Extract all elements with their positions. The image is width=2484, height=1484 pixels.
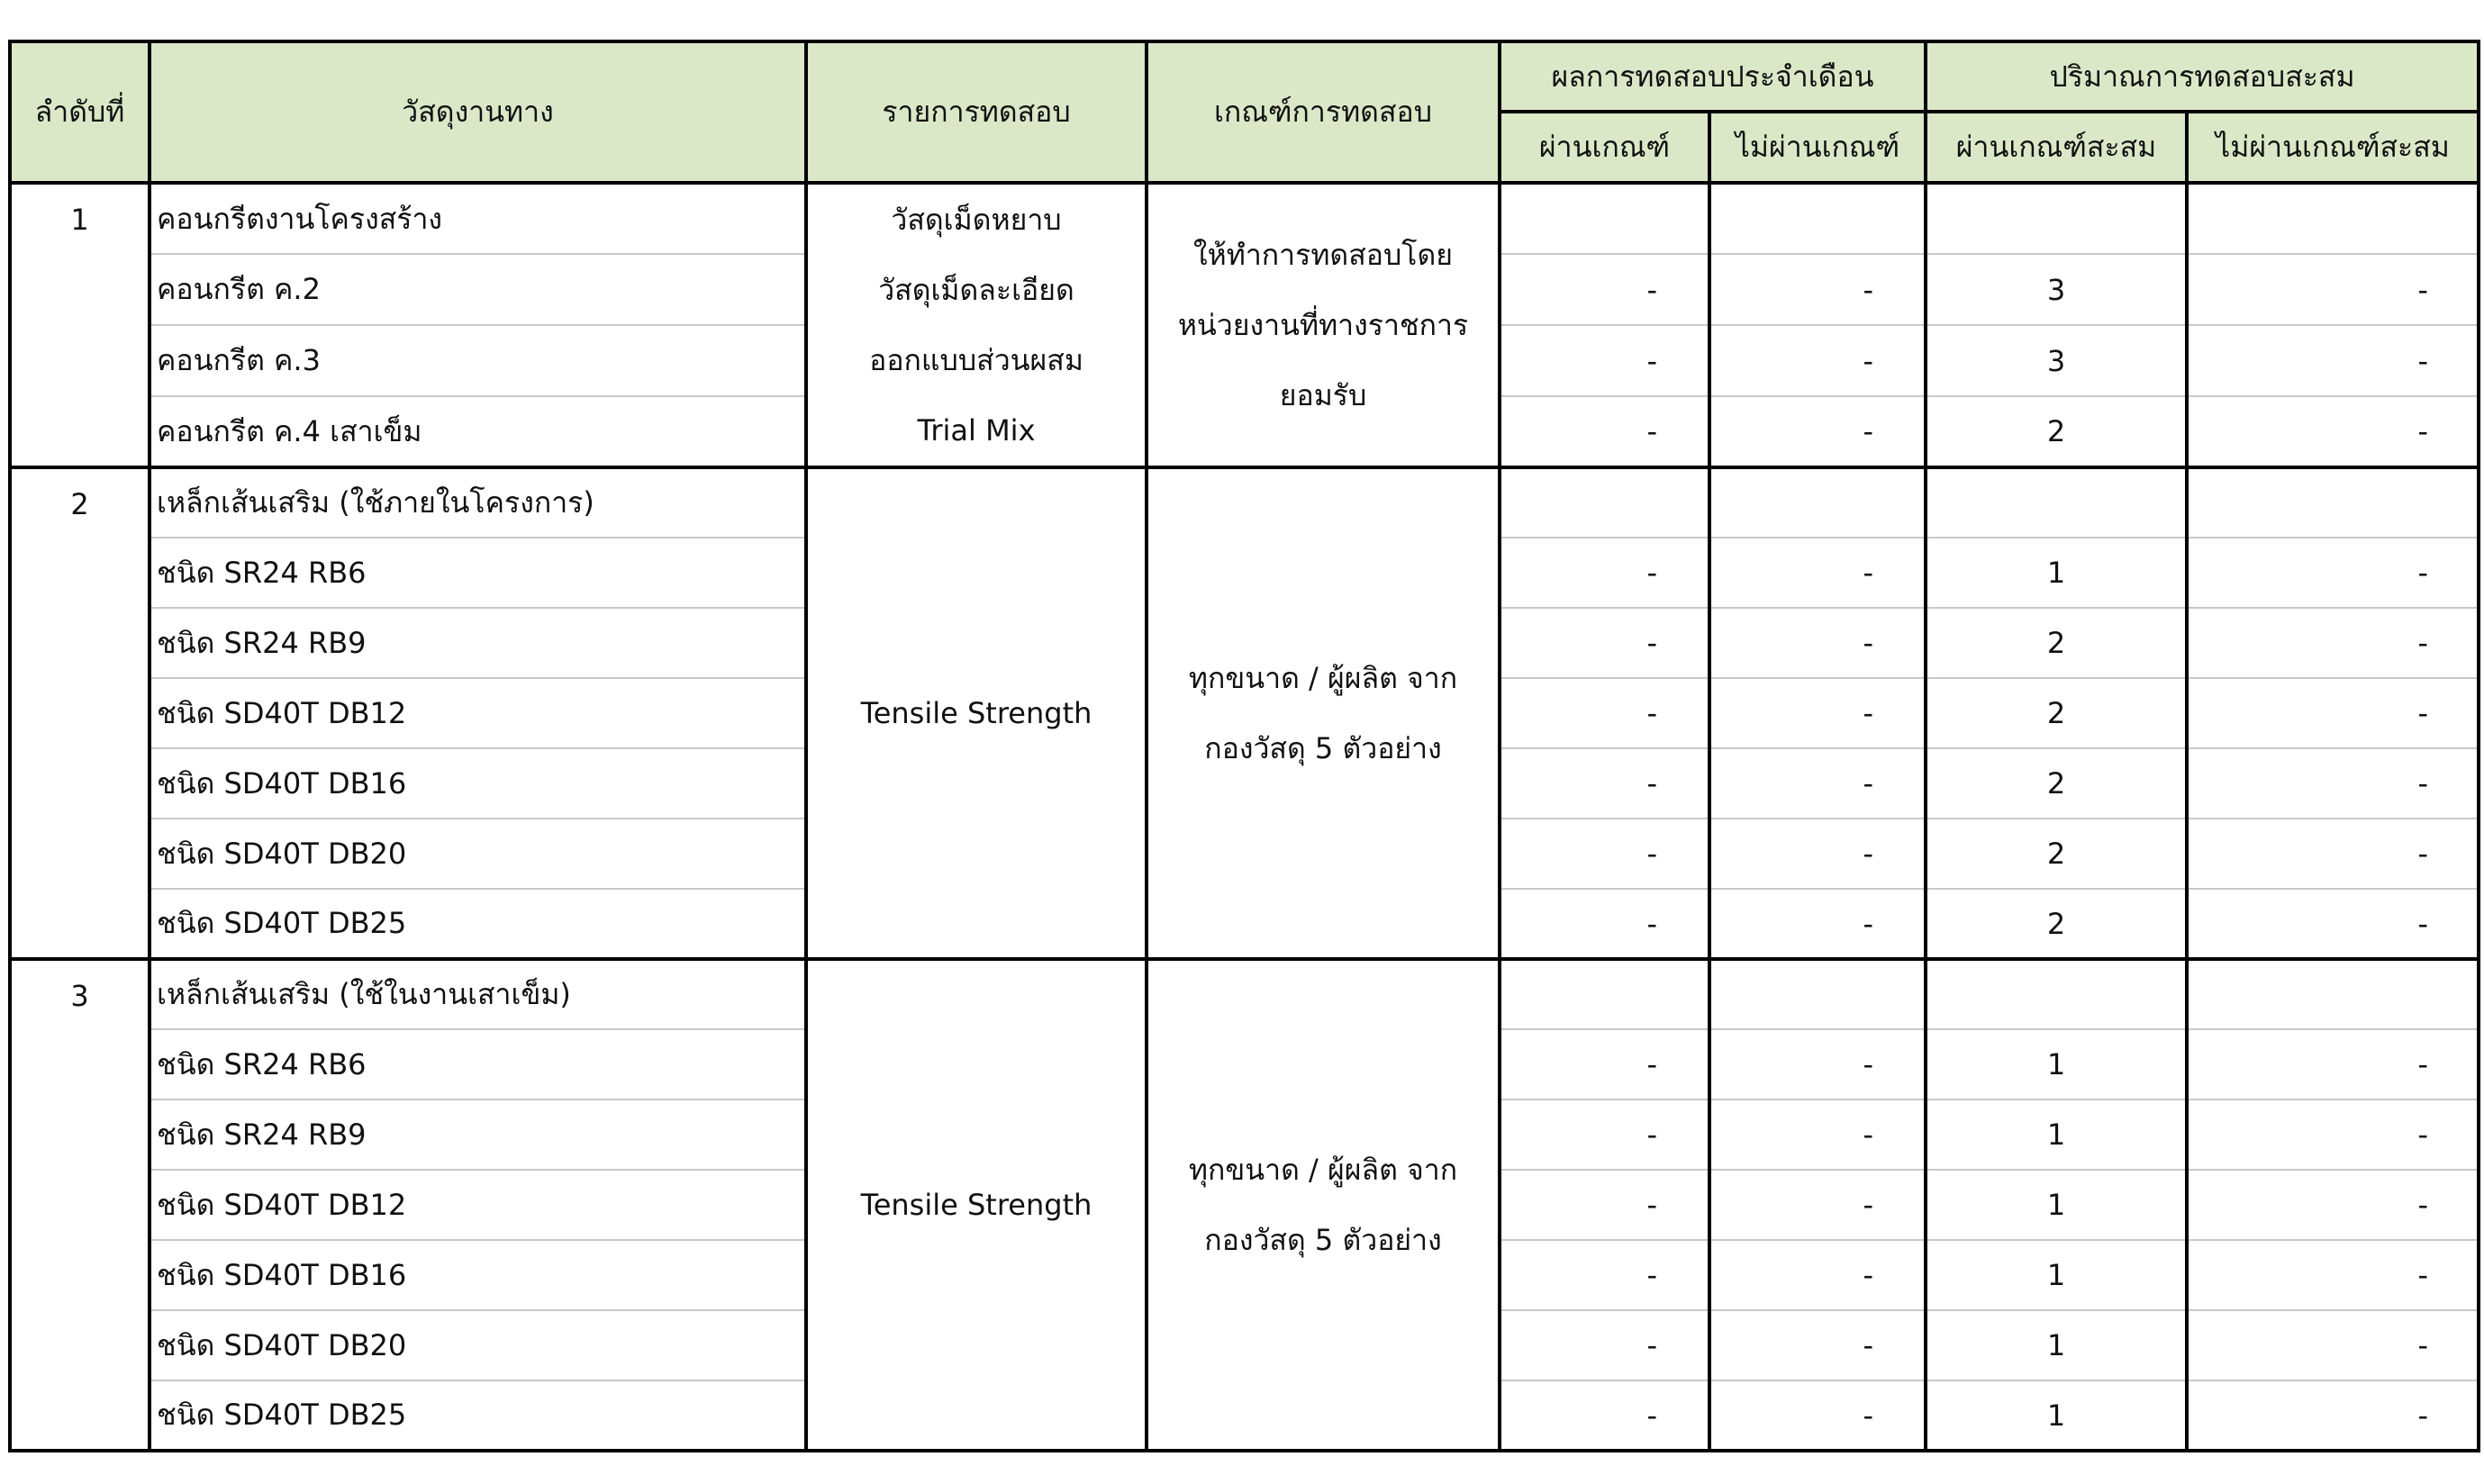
material-cell: ชนิด SD40T DB16: [150, 1240, 806, 1310]
fail-cum-cell: -: [2187, 678, 2479, 748]
material-cell: คอนกรีต ค.3: [150, 325, 806, 396]
material-cell: เหล็กเส้นเสริม (ใช้ในงานเสาเข็ม): [150, 959, 806, 1029]
material-cell: ชนิด SR24 RB6: [150, 1029, 806, 1099]
fail-cell: -: [1709, 748, 1926, 819]
row-seq: 1: [10, 183, 150, 467]
test-item-line: วัสดุเม็ดละเอียด: [878, 273, 1074, 307]
fail-cell: -: [1709, 396, 1926, 467]
header-seq: ลำดับที่: [10, 41, 150, 183]
fail-cum-cell: -: [2187, 538, 2479, 608]
fail-cell: -: [1709, 254, 1926, 325]
fail-cum-cell: -: [2187, 1029, 2479, 1099]
row-seq: 3: [10, 959, 150, 1451]
criteria-line: ทุกขนาด / ผู้ผลิต จาก: [1188, 1153, 1458, 1187]
pass-cell: -: [1500, 678, 1709, 748]
fail-cum-cell: -: [2187, 819, 2479, 889]
material-cell: ชนิด SD40T DB25: [150, 889, 806, 959]
pass-cum-cell: 2: [1926, 819, 2187, 889]
material-cell: ชนิด SD40T DB16: [150, 748, 806, 819]
header-pass: ผ่านเกณฑ์: [1500, 112, 1709, 183]
pass-cell: -: [1500, 1099, 1709, 1170]
header-fail: ไม่ผ่านเกณฑ์: [1709, 112, 1926, 183]
material-cell: คอนกรีตงานโครงสร้าง: [150, 183, 806, 254]
criteria-line: ทุกขนาด / ผู้ผลิต จาก: [1188, 661, 1458, 695]
fail-cum-cell: -: [2187, 1240, 2479, 1310]
header-material: วัสดุงานทาง: [150, 41, 806, 183]
material-cell: ชนิด SD40T DB20: [150, 1310, 806, 1380]
pass-cell: -: [1500, 889, 1709, 959]
material-cell: คอนกรีต ค.4 เสาเข็ม: [150, 396, 806, 467]
material-cell: ชนิด SR24 RB6: [150, 538, 806, 608]
table-body: [10, 183, 2479, 1451]
pass-cell: [1500, 959, 1709, 1029]
fail-cell: -: [1709, 608, 1926, 678]
test-item-cell: [806, 467, 1147, 959]
test-item-line: ออกแบบส่วนผสม: [869, 343, 1083, 377]
material-cell: เหล็กเส้นเสริม (ใช้ภายในโครงการ): [150, 467, 806, 538]
fail-cell: -: [1709, 1170, 1926, 1240]
pass-cum-cell: 2: [1926, 396, 2187, 467]
fail-cum-cell: -: [2187, 889, 2479, 959]
fail-cum-cell: -: [2187, 748, 2479, 819]
test-item-line: Tensile Strength: [860, 1188, 1092, 1222]
pass-cell: -: [1500, 1380, 1709, 1451]
pass-cell: -: [1500, 819, 1709, 889]
fail-cell: -: [1709, 1380, 1926, 1451]
test-item-line: Trial Mix: [917, 413, 1036, 448]
fail-cum-cell: -: [2187, 325, 2479, 396]
material-cell: ชนิด SD40T DB25: [150, 1380, 806, 1451]
material-cell: ชนิด SD40T DB12: [150, 678, 806, 748]
pass-cell: -: [1500, 1029, 1709, 1099]
material-cell: ชนิด SD40T DB20: [150, 819, 806, 889]
criteria-cell: [1147, 183, 1500, 467]
header-monthly: ผลการทดสอบประจำเดือน: [1500, 41, 1926, 112]
header-criteria: เกณฑ์การทดสอบ: [1147, 41, 1500, 183]
pass-cell: -: [1500, 1310, 1709, 1380]
material-cell: ชนิด SR24 RB9: [150, 608, 806, 678]
row-seq: 2: [10, 467, 150, 959]
table-row: [10, 959, 2479, 1029]
fail-cell: -: [1709, 1099, 1926, 1170]
pass-cell: [1500, 467, 1709, 538]
table-header: [10, 41, 2479, 183]
fail-cum-cell: [2187, 959, 2479, 1029]
fail-cell: -: [1709, 889, 1926, 959]
pass-cum-cell: 3: [1926, 254, 2187, 325]
pass-cum-cell: 3: [1926, 325, 2187, 396]
header-fail-cum: ไม่ผ่านเกณฑ์สะสม: [2187, 112, 2479, 183]
fail-cell: -: [1709, 538, 1926, 608]
fail-cell: [1709, 959, 1926, 1029]
criteria-cell: [1147, 959, 1500, 1451]
pass-cell: -: [1500, 538, 1709, 608]
pass-cell: -: [1500, 608, 1709, 678]
material-cell: คอนกรีต ค.2: [150, 254, 806, 325]
fail-cum-cell: -: [2187, 1099, 2479, 1170]
criteria-line: กองวัสดุ 5 ตัวอย่าง: [1204, 731, 1442, 765]
fail-cum-cell: -: [2187, 1380, 2479, 1451]
pass-cell: -: [1500, 748, 1709, 819]
pass-cum-cell: 2: [1926, 678, 2187, 748]
criteria-line: หน่วยงานที่ทางราชการ: [1177, 308, 1469, 342]
header-test-item: รายการทดสอบ: [806, 41, 1147, 183]
pass-cum-cell: 2: [1926, 608, 2187, 678]
fail-cell: -: [1709, 325, 1926, 396]
pass-cum-cell: 1: [1926, 1170, 2187, 1240]
fail-cell: [1709, 467, 1926, 538]
criteria-line: ยอมรับ: [1279, 378, 1367, 412]
test-item-line: Tensile Strength: [860, 696, 1092, 730]
fail-cum-cell: -: [2187, 608, 2479, 678]
fail-cum-cell: -: [2187, 396, 2479, 467]
pass-cell: -: [1500, 254, 1709, 325]
fail-cell: -: [1709, 1310, 1926, 1380]
material-cell: ชนิด SD40T DB12: [150, 1170, 806, 1240]
header-cumulative: ปริมาณการทดสอบสะสม: [1926, 41, 2479, 112]
pass-cell: -: [1500, 1170, 1709, 1240]
fail-cell: -: [1709, 819, 1926, 889]
fail-cell: -: [1709, 1029, 1926, 1099]
criteria-cell: [1147, 467, 1500, 959]
pass-cum-cell: 1: [1926, 1310, 2187, 1380]
material-cell: ชนิด SR24 RB9: [150, 1099, 806, 1170]
pass-cum-cell: 2: [1926, 889, 2187, 959]
test-item-cell: [806, 959, 1147, 1451]
criteria-line: กองวัสดุ 5 ตัวอย่าง: [1204, 1223, 1442, 1257]
test-results-table: [8, 40, 2480, 1452]
fail-cell: [1709, 183, 1926, 254]
table-row: [10, 467, 2479, 538]
table-row: [10, 183, 2479, 254]
pass-cum-cell: 1: [1926, 1240, 2187, 1310]
test-item-cell: [806, 183, 1147, 467]
pass-cum-cell: 1: [1926, 1029, 2187, 1099]
pass-cum-cell: 1: [1926, 1380, 2187, 1451]
fail-cum-cell: -: [2187, 1310, 2479, 1380]
pass-cum-cell: [1926, 959, 2187, 1029]
pass-cell: -: [1500, 1240, 1709, 1310]
criteria-line: ให้ทำการทดสอบโดย: [1193, 238, 1453, 272]
pass-cum-cell: [1926, 467, 2187, 538]
fail-cum-cell: [2187, 467, 2479, 538]
pass-cum-cell: 2: [1926, 748, 2187, 819]
pass-cell: -: [1500, 396, 1709, 467]
header-pass-cum: ผ่านเกณฑ์สะสม: [1926, 112, 2187, 183]
fail-cum-cell: [2187, 183, 2479, 254]
fail-cell: -: [1709, 1240, 1926, 1310]
pass-cell: [1500, 183, 1709, 254]
pass-cell: -: [1500, 325, 1709, 396]
fail-cum-cell: -: [2187, 1170, 2479, 1240]
test-item-line: วัสดุเม็ดหยาบ: [891, 203, 1062, 237]
pass-cum-cell: 1: [1926, 538, 2187, 608]
pass-cum-cell: 1: [1926, 1099, 2187, 1170]
fail-cum-cell: -: [2187, 254, 2479, 325]
pass-cum-cell: [1926, 183, 2187, 254]
fail-cell: -: [1709, 678, 1926, 748]
